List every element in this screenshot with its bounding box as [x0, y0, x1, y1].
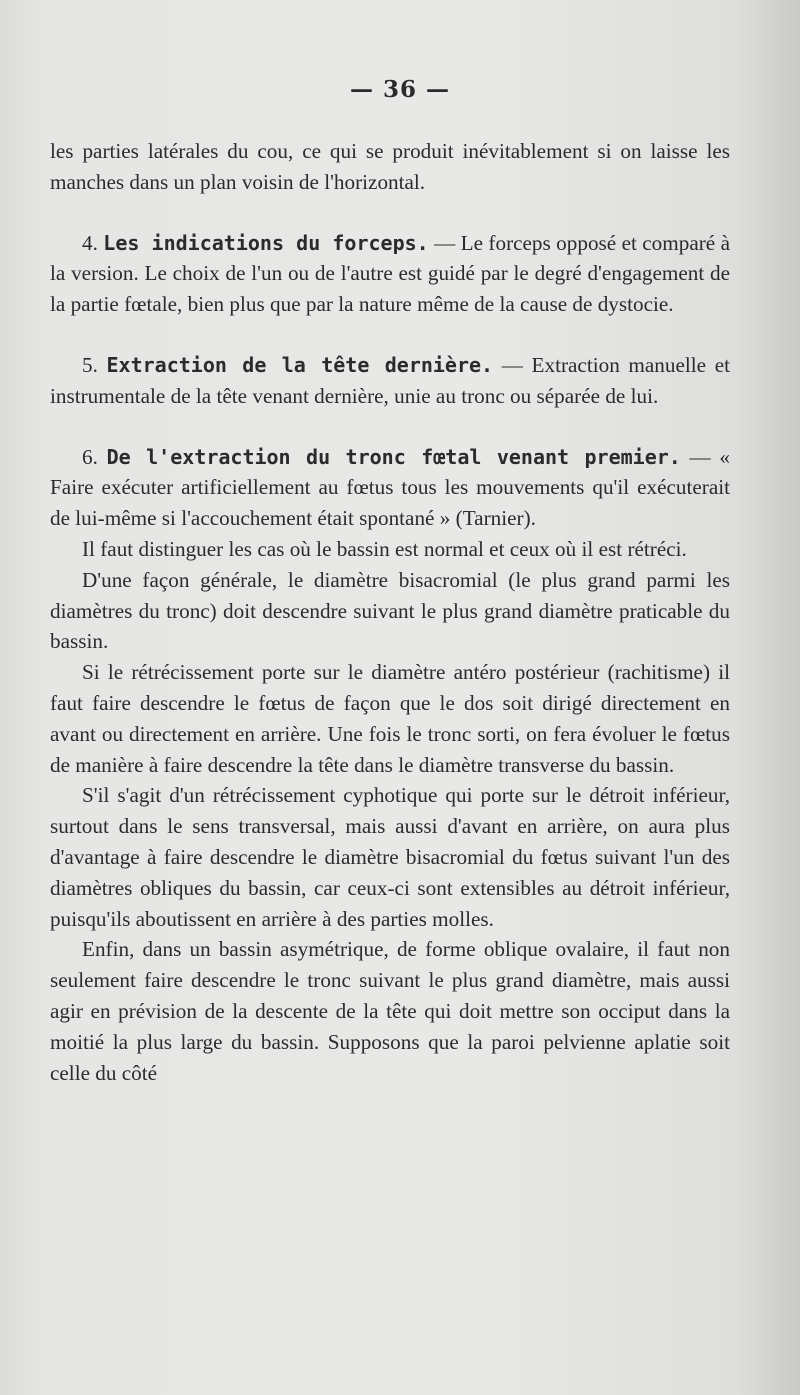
paragraph [50, 780, 730, 934]
paragraph [50, 565, 730, 657]
paragraph [50, 534, 730, 565]
section-heading: Les indications du forceps. [103, 230, 429, 255]
paragraph [50, 934, 730, 1088]
paragraph-text: Enfin, dans un bassin asymétrique, de forme oblique ovalaire, il faut non seulement faire descendre le tronc suivant le plus grand diamètre, mais aussi agir en prévision de la descente de la tête qui doit mettre son occiput dans la moitié la plus large du bassin. Supposons que la paroi pelvienne aplatie soit celle du côté [50, 937, 730, 1085]
section-6 [50, 442, 730, 534]
paragraph-text: D'une façon générale, le diamètre bisacromial (le plus grand parmi les diamètres du tronc) doit descendre suivant le plus grand diamètre praticable du bassin. [50, 567, 730, 654]
paragraph-text: S'il s'agit d'un rétrécissement cyphotique qui porte sur le détroit inférieur, surtout dans le sens transversal, mais aussi d'avant en arrière, on aura plus d'avantage à faire descendre le diamètre bisacromial du fœtus suivant l'un des diamètres obliques du bassin, car ceux-ci sont extensibles au détroit inférieur, puisqu'ils aboutissent en arrière à des parties molles. [50, 783, 730, 931]
section-number: 4. [82, 230, 98, 255]
section-heading: De l'extraction du tronc fœtal venant premier. [106, 444, 681, 469]
paragraph-text: — Le forceps opposé et comparé à la version. Le choix de l'un ou de l'autre est guidé par le degré d'engagement de la partie fœtale, bien plus que par la nature même de la cause de dystocie. [50, 230, 731, 317]
section-heading: Extraction de la tête dernière. [106, 352, 494, 377]
paragraph [50, 657, 730, 780]
paragraph-continuation [50, 136, 730, 198]
section-number: 6. [82, 444, 98, 469]
section-5 [50, 350, 730, 412]
section-number: 5. [82, 352, 98, 377]
paragraph-text: — « Faire exécuter artificiellement au fœtus tous les mouvements qu'il exécuterait de lui-même si l'accouchement était spontané » (Tarnier). [50, 444, 731, 531]
page-number: — 36 — [349, 76, 451, 103]
section-4 [50, 228, 730, 320]
paragraph-text: les parties latérales du cou, ce qui se produit inévitablement si on laisse les manches dans un plan voisin de l'horizontal. [50, 139, 730, 194]
page-body [50, 136, 730, 1088]
paragraph-text: Si le rétrécissement porte sur le diamètre antéro postérieur (rachitisme) il faut faire descendre le fœtus de façon que le dos soit dirigé directement en avant ou directement en arrière. Une fois le tronc sorti, on fera évoluer le fœtus de manière à faire descendre la tête dans le diamètre transverse du bassin. [50, 660, 730, 777]
paragraph-text: — Extraction manuelle et instrumentale de la tête venant dernière, unie au tronc ou séparée de lui. [50, 352, 730, 408]
paragraph-text: Il faut distinguer les cas où le bassin est normal et ceux où il est rétréci. [82, 536, 687, 561]
